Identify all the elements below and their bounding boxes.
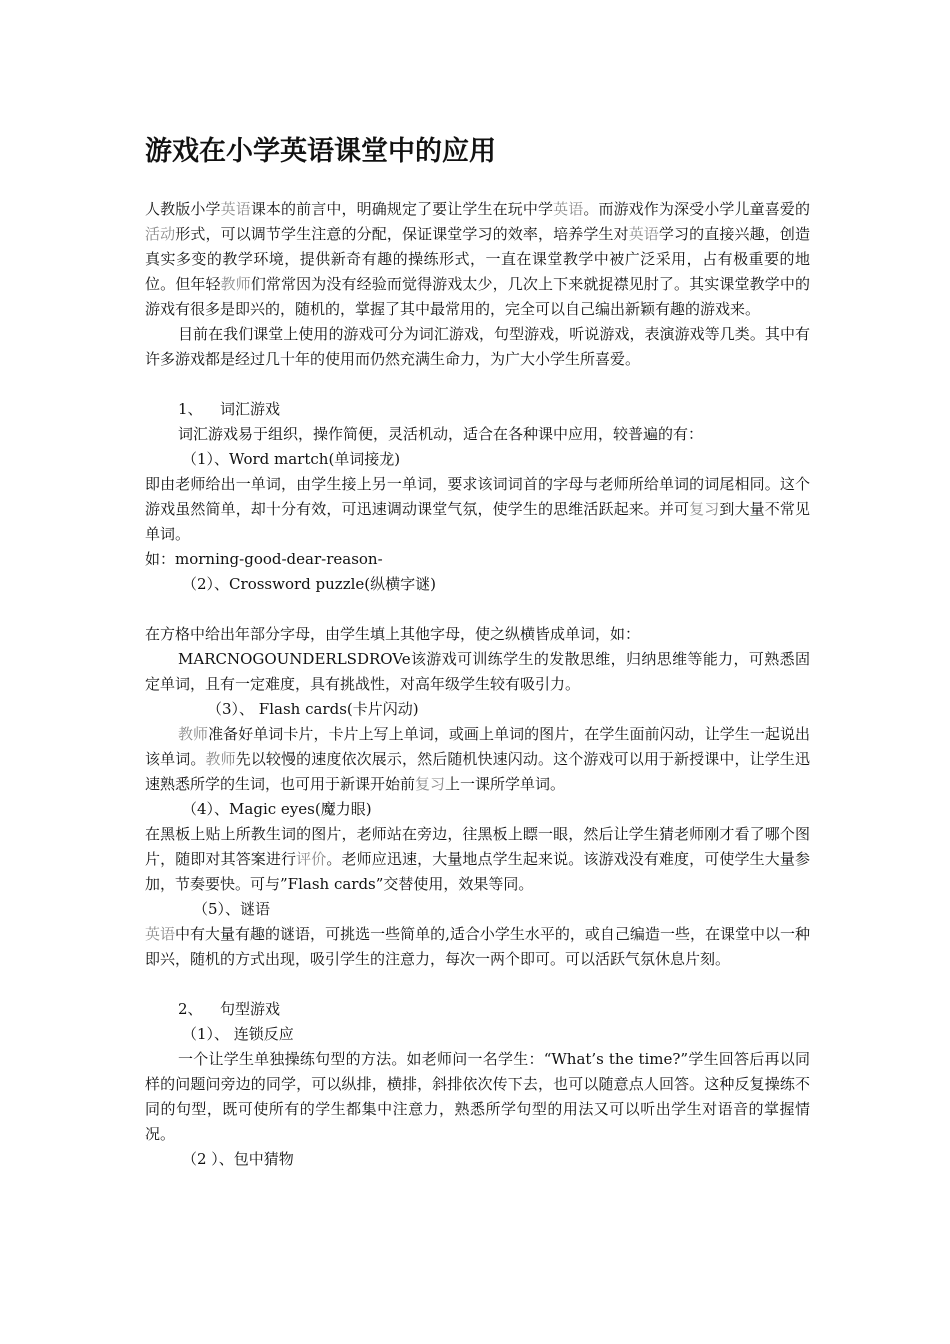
text-run: 。而游戏作为深受小学儿童喜爱的	[583, 200, 810, 218]
game-label-4: （4）、Magic eyes(魔力眼)	[182, 800, 372, 818]
text-run: 中有大量有趣的谜语，可挑选一些简单的,适合小学生水平的，或自己编造一些，在课堂中以一种即兴，随机的方式出现，吸引学生的注意力，每次一两个即可。可以活跃气氛休息片刻。	[145, 925, 810, 968]
spacer	[145, 372, 810, 397]
spacer	[145, 597, 810, 622]
game-text-2b: MARCNOGOUNDERLSDROVe该游戏可训练学生的发散思维，归纳思维等能力，可熟悉固定单词，且有一定难度，具有挑战性，对高年级学生较有吸引力。	[145, 650, 810, 693]
document-body	[145, 197, 810, 1172]
text-run: 们常常因为没有经验而觉得游戏太少，几次上下来就捉襟见肘了。其实课堂教学中的游戏有很多是即兴的，随机的，掌握了其中最常用的，完全可以自己编出新颖有趣的游戏来。	[145, 275, 810, 318]
game-text-3	[145, 722, 810, 797]
keyword-link[interactable]: 英语	[220, 200, 251, 218]
keyword-link[interactable]: 英语	[628, 225, 659, 243]
keyword-link[interactable]: 英语	[145, 925, 176, 943]
section1-intro: 词汇游戏易于组织，操作简便，灵活机动，适合在各种课中应用，较普遍的有：	[178, 425, 704, 443]
game-label-6: （1）、 连锁反应	[182, 1025, 294, 1043]
section-number: 2、	[178, 1000, 203, 1018]
keyword-link[interactable]: 复习	[415, 775, 446, 793]
keyword-link[interactable]: 教师	[178, 725, 209, 743]
game-text-6: 一个让学生单独操练句型的方法。如老师问一名学生：“What’s the time?”学生回答后再以同样的问题问旁边的同学，可以纵排，横排，斜排依次传下去，也可以随意点人回答。这种反复操练不同的句型，既可使所有的学生都集中注意力，熟悉所学句型的用法又可以听出学生对语音的掌握情况。	[145, 1050, 810, 1143]
text-run: 到大量不常见单词。	[145, 500, 810, 543]
game-label-3: （3）、 Flash cards(卡片闪动)	[207, 700, 419, 718]
text-run: 学习的直接兴趣，创造真实多变的教学环境，提供新奇有趣的操练形式，一直在课堂教学中被广泛采用，占有极重要的地位。但年轻	[145, 225, 810, 293]
section-title: 词汇游戏	[220, 400, 281, 418]
text-run: 人教版小学	[145, 200, 221, 218]
text-run: 即由老师给出一单词，由学生接上另一单词，要求该词词首的字母与老师所给单词的词尾相同。这个游戏虽然简单，却十分有效，可迅速调动课堂气氛，使学生的思维活跃起来。并可	[145, 475, 810, 518]
game-label-5: （5）、谜语	[193, 900, 271, 918]
text-run: 课本的前言中，明确规定了要让学生在玩中学	[250, 200, 554, 218]
intro-paragraph-1	[145, 197, 810, 322]
game-label-7: （2 ）、包中猜物	[182, 1150, 294, 1168]
keyword-link[interactable]: 活动	[145, 225, 176, 243]
text-run: 准备好单词卡片，卡片上写上单词，或画上单词的图片，在学生面前闪动，让学生一起说出该单词。	[145, 725, 810, 768]
section-heading-1	[145, 397, 810, 422]
game-text-4	[145, 822, 810, 897]
text-run: 先以较慢的速度依次展示，然后随机快速闪动。这个游戏可以用于新授课中，让学生迅速熟悉所学的生词，也可用于新课开始前	[145, 750, 810, 793]
keyword-link[interactable]: 评价	[296, 850, 327, 868]
keyword-link[interactable]: 英语	[553, 200, 584, 218]
section-title: 句型游戏	[220, 1000, 281, 1018]
keyword-link[interactable]: 教师	[220, 275, 251, 293]
game-text-5	[145, 922, 810, 972]
intro-paragraph-2: 目前在我们课堂上使用的游戏可分为词汇游戏，句型游戏，听说游戏，表演游戏等几类。其中有许多游戏都是经过几十年的使用而仍然充满生命力，为广大小学生所喜爱。	[145, 325, 810, 368]
game-label-2: （2）、Crossword puzzle(纵横字谜)	[182, 575, 436, 593]
text-run: 。老师应迅速，大量地点学生起来说。该游戏没有难度，可使学生大量参加，节奏要快。可与”Flash cards”交替使用，效果等同。	[145, 850, 810, 893]
text-run: 在黑板上贴上所教生词的图片，老师站在旁边，往黑板上瞟一眼，然后让学生猜老师刚才看了哪个图片，随即对其答案进行	[145, 825, 810, 868]
section-heading-2	[145, 997, 810, 1022]
game-text-2a: 在方格中给出年部分字母，由学生填上其他字母，使之纵横皆成单词，如：	[145, 625, 641, 643]
game-example-1: 如：morning-good-dear-reason-	[145, 550, 383, 568]
page-title: 游戏在小学英语课堂中的应用	[145, 136, 496, 167]
keyword-link[interactable]: 教师	[205, 750, 236, 768]
text-run: 上一课所学单词。	[445, 775, 566, 793]
game-text-1	[145, 472, 810, 547]
game-label-1: （1）、Word martch(单词接龙)	[182, 450, 401, 468]
text-run: 形式，可以调节学生注意的分配，保证课堂学习的效率，培养学生对	[175, 225, 629, 243]
spacer	[145, 972, 810, 997]
section-number: 1、	[178, 400, 203, 418]
keyword-link[interactable]: 复习	[689, 500, 720, 518]
